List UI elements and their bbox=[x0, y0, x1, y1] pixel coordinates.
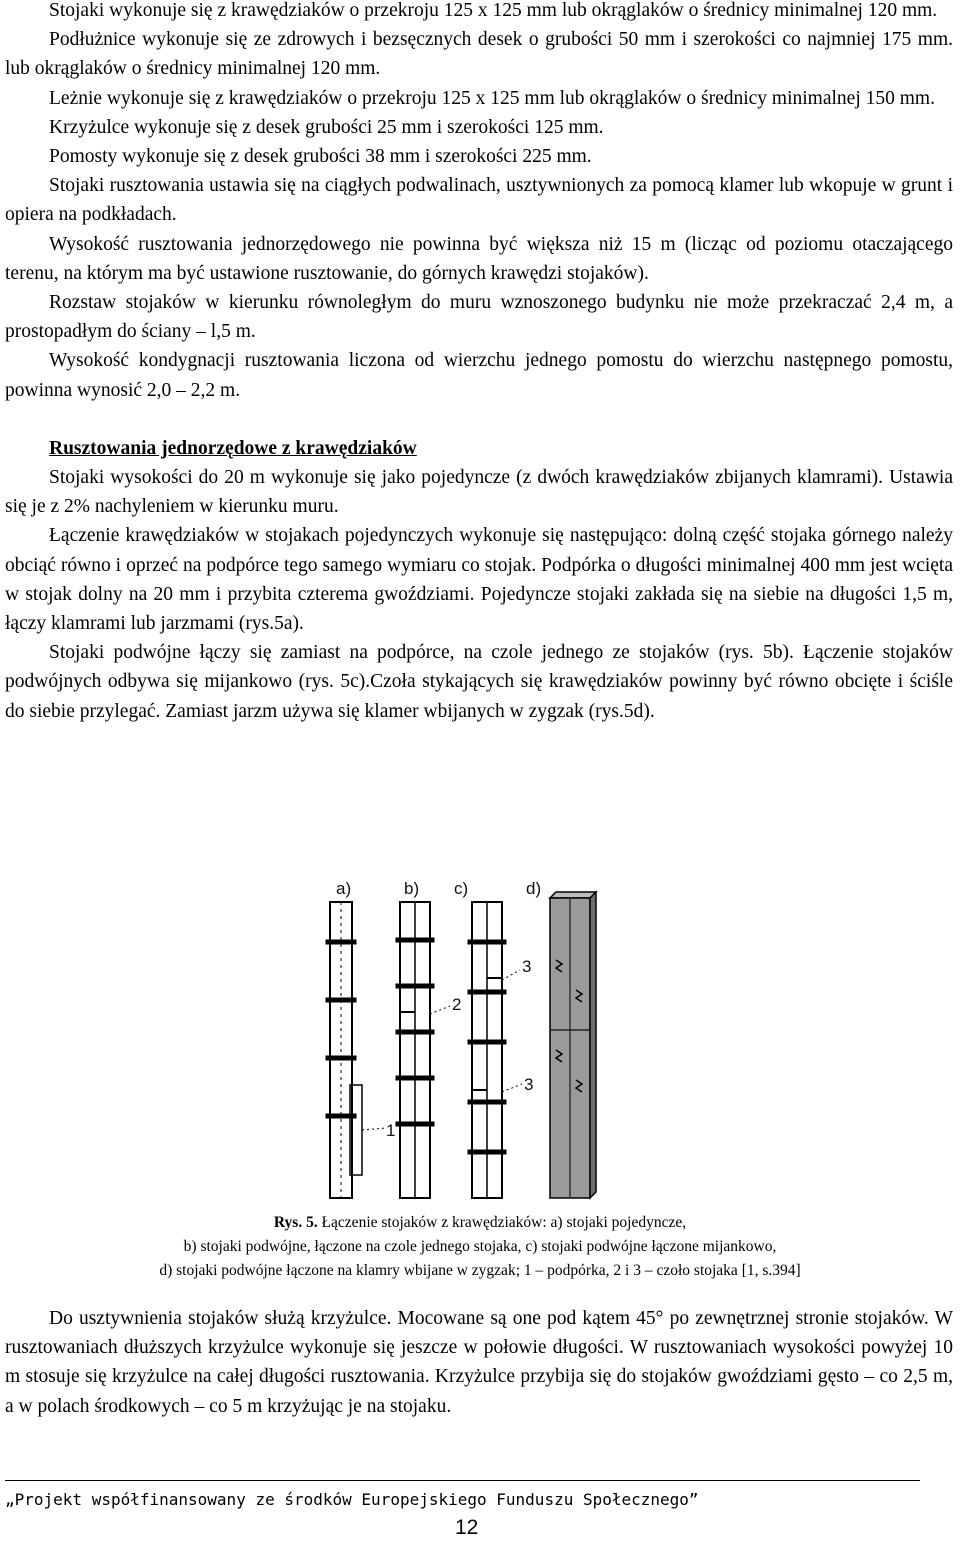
figure-b-double-post bbox=[396, 902, 450, 1198]
figure-5 bbox=[300, 880, 620, 1206]
figure-label-1: 1 bbox=[386, 1121, 396, 1140]
clamp-c-3 bbox=[468, 1040, 506, 1044]
paragraph: Podłużnice wykonuje się ze zdrowych i bezsęcznych desek o grubości 50 mm i szerokości co najmniej 175 mm. lub okrąglaków o średnicy minimalnej 120 mm. bbox=[5, 29, 953, 80]
body-text-bottom bbox=[5, 1304, 953, 1421]
paragraph: Stojaki wysokości do 20 m wykonuje się jako pojedyncze (z dwóch krawędziaków zbijanych klamrami). Ustawia się je z 2% nachyleniem w kierunku muru. bbox=[5, 467, 953, 518]
paragraph: Wysokość kondygnacji rusztowania liczona od wierzchu jednego pomostu do wierzchu następnego pomostu, powinna wynosić 2,0 – 2,2 m. bbox=[5, 350, 953, 401]
clamp-c-2 bbox=[468, 990, 506, 994]
figure-a-single-post bbox=[326, 902, 386, 1198]
caption-figure-number: Rys. 5. bbox=[273, 1214, 318, 1231]
figure-label-c: c) bbox=[454, 880, 469, 898]
figure-label-b: b) bbox=[404, 880, 420, 898]
paragraph: Leżnie wykonuje się z krawędziaków o przekroju 125 x 125 mm lub okrąglaków o średnicy minimalnej 150 mm. bbox=[49, 87, 935, 109]
leader-1 bbox=[362, 1128, 386, 1130]
figure-label-2: 2 bbox=[452, 995, 462, 1014]
figure-label-3-bottom: 3 bbox=[524, 1075, 534, 1094]
post-d-top bbox=[550, 892, 596, 898]
clamp-b-2 bbox=[396, 984, 434, 988]
clamp-c-5 bbox=[468, 1150, 506, 1154]
clamp-c-1 bbox=[468, 940, 506, 944]
caption-line-1 bbox=[0, 1211, 960, 1235]
figure-label-3-top: 3 bbox=[522, 957, 532, 976]
body-text-top bbox=[5, 0, 953, 726]
scaffold-joint-drawing bbox=[300, 880, 620, 1206]
paragraph: Stojaki wykonuje się z krawędziaków o przekroju 125 x 125 mm lub okrąglaków o średnicy minimalnej 120 mm. bbox=[49, 0, 938, 21]
section-spacer bbox=[5, 405, 953, 434]
paragraph: Stojaki rusztowania ustawia się na ciągłych podwalinach, usztywnionych za pomocą klamer lub wkopuje w grunt i opiera na podkładach. bbox=[5, 175, 953, 226]
paragraph: Do usztywnienia stojaków służą krzyżulce. Mocowane są one pod kątem 45° po zewnętrznej stronie stojaków. W rusztowaniach dłuższych krzyżulce wykonuje się jeszcze w połowie długości. W rusztowaniach wysokości powyżej 10 m stosuje się krzyżulce na całej długości rusztowania. Krzyżulce przybija się do stojaków gwoździami gęsto – co 2,5 m, a w polach środkowych – co 5 m krzyżując je na stojaku. bbox=[5, 1308, 953, 1417]
figure-c-staggered-posts bbox=[468, 902, 522, 1198]
figure-label-d: d) bbox=[526, 880, 542, 898]
figure-label-a: a) bbox=[336, 880, 352, 898]
clamp-b-4 bbox=[396, 1076, 434, 1080]
paragraph: Łączenie krawędziaków w stojakach pojedynczych wykonuje się następująco: dolną część stojaka górnego należy obciąć równo i oprzeć na podpórce tego samego wymiaru co stojak. Podpórka o długości minimalnej 400 mm jest wcięta w stojak dolny na 20 mm i przybita czterema gwoździami. Pojedyncze stojaki zakłada się na siebie na długości 1,5 m, łączy klamrami lub jarzmami (rys.5a). bbox=[5, 525, 953, 635]
clamp-a-1 bbox=[326, 940, 356, 944]
paragraph: Wysokość rusztowania jednorzędowego nie powinna być większa niż 15 m (licząc od poziomu otaczającego terenu, na którym ma być ustawione rusztowanie, do górnych krawędzi stojaków). bbox=[5, 233, 953, 284]
caption-line-2: b) stojaki podwójne, łączone na czole jednego stojaka, c) stojaki podwójne łączone mijankowo, bbox=[183, 1238, 777, 1255]
paragraph: Stojaki podwójne łączy się zamiast na podpórce, na czole jednego ze stojaków (rys. 5b). Łączenie stojaków podwójnych odbywa się mijankowo (rys. 5c).Czoła stykających się krawędziaków powinny być równo obcięte i ściśle do siebie przylegać. Zamiast jarzm używa się klamer wbijanych w zygzak (rys.5d). bbox=[5, 642, 953, 722]
section-heading: Rusztowania jednorzędowe z krawędziaków bbox=[49, 437, 417, 459]
paragraph: Pomosty wykonuje się z desek grubości 38 mm i szerokości 225 mm. bbox=[49, 146, 592, 168]
leader-3b bbox=[502, 1084, 522, 1092]
caption-line-3: d) stojaki podwójne łączone na klamry wbijane w zygzak; 1 – podpórka, 2 i 3 – czoło stojaka [1, s.394] bbox=[159, 1262, 801, 1279]
clamp-b-1 bbox=[396, 938, 434, 942]
paragraph: Krzyżulce wykonuje się z desek grubości 25 mm i szerokości 125 mm. bbox=[49, 116, 604, 138]
figure-d-zigzag-clamps bbox=[550, 892, 596, 1198]
leader-2 bbox=[430, 1006, 450, 1014]
clamp-a-2 bbox=[326, 998, 356, 1002]
leader-3a bbox=[502, 970, 520, 980]
caption-line-1-text: Łączenie stojaków z krawędziaków: a) stojaki pojedyncze, bbox=[317, 1214, 687, 1231]
post-d-side bbox=[590, 892, 596, 1198]
clamp-a-4 bbox=[326, 1114, 356, 1118]
clamp-a-3 bbox=[326, 1056, 356, 1060]
footer-funding-note: „Projekt współfinansowany ze środków Europejskiego Funduszu Społecznego” bbox=[5, 1490, 699, 1509]
figure-caption bbox=[0, 1211, 960, 1283]
clamp-b-3 bbox=[396, 1030, 434, 1034]
clamp-b-5 bbox=[396, 1122, 434, 1126]
page-number: 12 bbox=[455, 1516, 479, 1539]
clamp-c-4 bbox=[468, 1100, 506, 1104]
paragraph: Rozstaw stojaków w kierunku równoległym do muru wznoszonego budynku nie może przekraczać 2,4 m, a prostopadłym do ściany – l,5 m. bbox=[5, 292, 953, 343]
footer-divider bbox=[5, 1480, 920, 1481]
